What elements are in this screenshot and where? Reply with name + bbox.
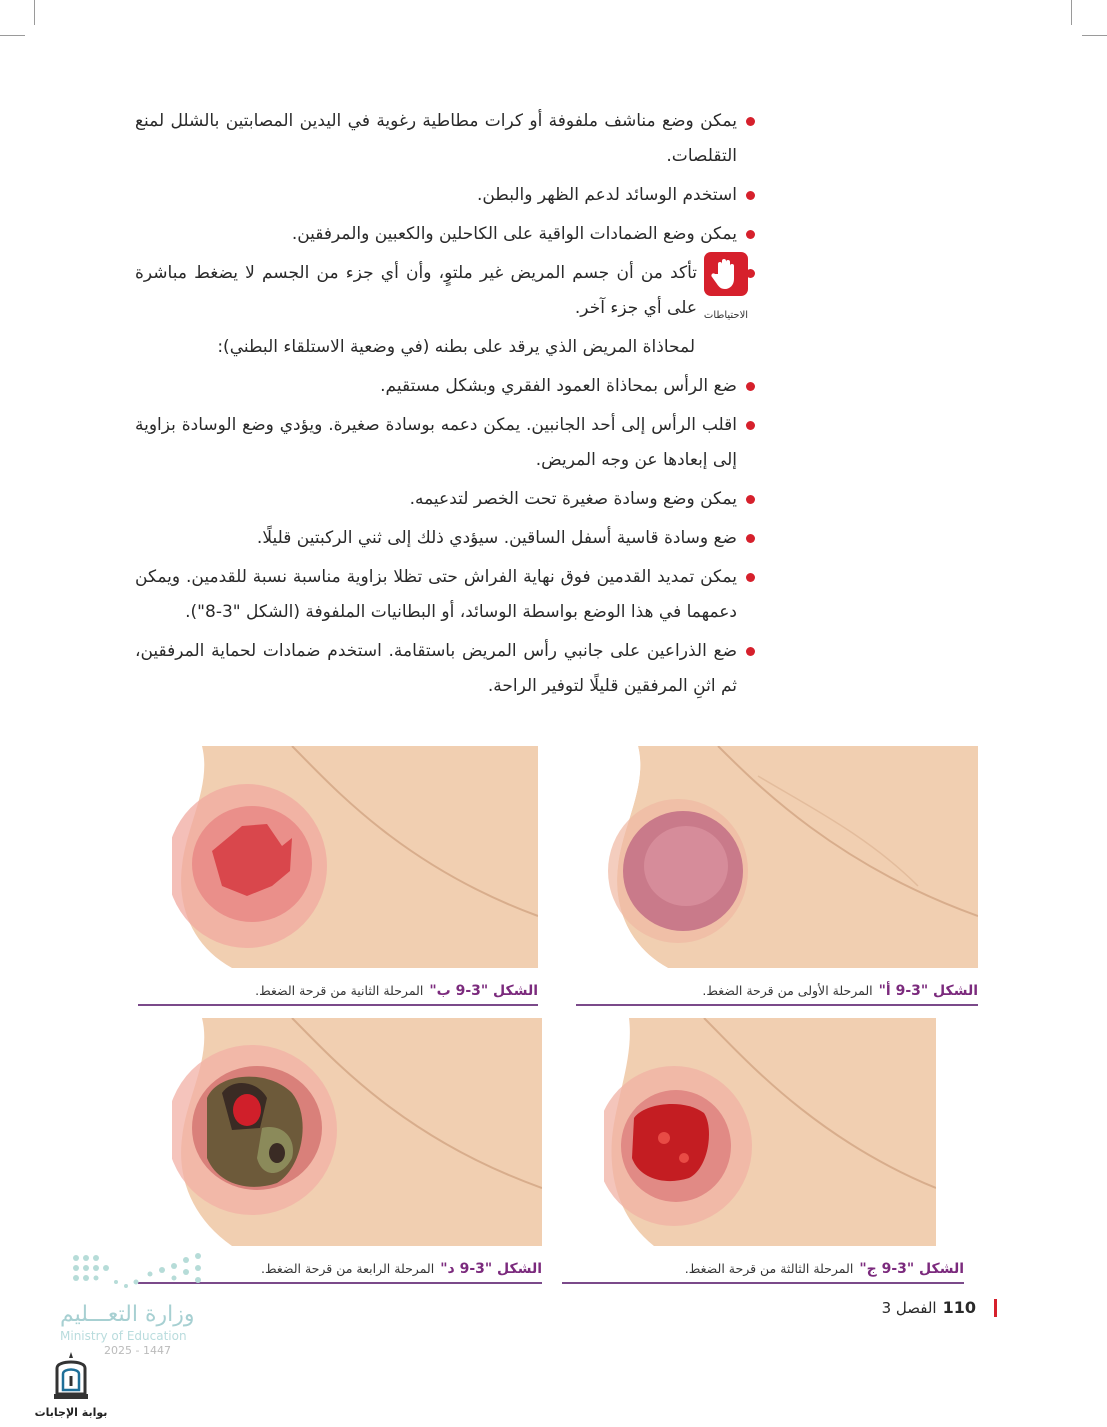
bullet-item [135, 104, 755, 174]
bullet-dot [746, 191, 755, 200]
bullet-dot [746, 382, 755, 391]
bullet-text: اقلب الرأس إلى أحد الجانبين. يمكن دعمه بوسادة صغيرة. ويؤدي وضع الوسادة بزاوية إلى إبعادها عن وجه المريض. [135, 415, 737, 470]
ministry-year: 2025 - 1447 [104, 1344, 171, 1357]
bullet-text: ضع الرأس بمحاذاة العمود الفقري وبشكل مستقيم. [380, 376, 737, 396]
figure-b-caption [138, 978, 538, 1006]
bullet-item [135, 178, 755, 213]
bullet-item [135, 521, 755, 556]
caution-item [135, 256, 755, 326]
bullet-text: يمكن وضع وسادة صغيرة تحت الخصر لتدعيمه. [409, 489, 737, 509]
bullet-text: ضع وسادة قاسية أسفل الساقين. سيؤدي ذلك إلى ثني الركبتين قليلًا. [256, 528, 737, 548]
main-text [135, 104, 755, 708]
figure-number: الشكل "3-9 د" [440, 1261, 542, 1277]
bullet-dot [746, 534, 755, 543]
bullet-text: ضع الذراعين على جانبي رأس المريض باستقامة. استخدم ضمادات لحماية المرفقين، ثم اثنِ المرفقين قليلًا لتوفير الراحة. [135, 641, 737, 696]
section-heading: لمحاذاة المريض الذي يرقد على بطنه (في وضعية الاستلقاء البطني): [217, 337, 695, 357]
footer-accent-bar [994, 1299, 997, 1317]
figure-c-caption [562, 1256, 964, 1284]
stop-hand-icon [704, 252, 748, 296]
bullet-item [135, 634, 755, 704]
bullet-dot [746, 117, 755, 126]
figure-a-image [608, 746, 978, 968]
figure-number: الشكل "3-9 أ" [878, 983, 978, 999]
figure-caption-text: المرحلة الأولى من قرحة الضغط. [702, 983, 873, 998]
bullet-item [135, 482, 755, 517]
ministry-dots-icon [70, 1252, 210, 1294]
caution-label: الاحتياطات [703, 310, 749, 321]
page-footer [882, 1298, 997, 1317]
figure-b-image [172, 746, 538, 968]
caution-badge [701, 252, 751, 333]
bullet-text: يمكن تمديد القدمين فوق نهاية الفراش حتى تظلا بزاوية مناسبة نسبة للقدمين. ويمكن دعمهما في هذا الوضع بواسطة الوسائد، أو البطانيات الملفوفة (الشكل "3-8"). [135, 567, 737, 622]
ministry-name-ar: وزارة التعـــليم [60, 1302, 195, 1327]
crop-mark [1082, 35, 1107, 36]
stamp-label: بوابة الإجابات [34, 1406, 108, 1419]
bullet-item [135, 217, 755, 252]
bullet-text: استخدم الوسائد لدعم الظهر والبطن. [476, 185, 737, 205]
crop-mark [0, 35, 25, 36]
figure-caption-text: المرحلة الرابعة من قرحة الضغط. [260, 1261, 435, 1276]
figure-caption-text: المرحلة الثالثة من قرحة الضغط. [684, 1261, 854, 1276]
chapter-label: الفصل 3 [881, 1298, 937, 1317]
bullet-text: يمكن وضع الضمادات الواقية على الكاحلين والكعبين والمرفقين. [291, 224, 737, 244]
lantern-icon [49, 1350, 93, 1402]
bullet-item [135, 560, 755, 630]
figure-c-image [604, 1018, 936, 1246]
figure-number: الشكل "3-9 ج" [859, 1261, 964, 1277]
bullet-text: يمكن وضع مناشف ملفوفة أو كرات مطاطية رغوية في اليدين المصابتين بالشلل لمنع التقلصات. [135, 111, 737, 166]
bullet-dot [746, 421, 755, 430]
crop-mark [34, 0, 35, 25]
bullet-item [135, 369, 755, 404]
bullet-dot [746, 647, 755, 656]
figure-a-caption [576, 978, 978, 1006]
crop-mark [1071, 0, 1072, 25]
bullet-dot [746, 230, 755, 239]
caution-text: تأكد من أن جسم المريض غير ملتوٍ، وأن أي جزء من الجسم لا يضغط مباشرة على أي جزء آخر. [135, 263, 697, 318]
figure-number: الشكل "3-9 ب" [429, 983, 538, 999]
bullet-dot [746, 573, 755, 582]
answers-gate-stamp [34, 1350, 108, 1419]
figure-d-image [172, 1018, 542, 1246]
ministry-name-en: Ministry of Education [60, 1329, 187, 1343]
bullet-dot [746, 495, 755, 504]
bullet-item [135, 408, 755, 478]
figure-caption-text: المرحلة الثانية من قرحة الضغط. [255, 983, 424, 998]
ministry-logo [60, 1252, 210, 1357]
page-number: 110 [942, 1298, 976, 1317]
